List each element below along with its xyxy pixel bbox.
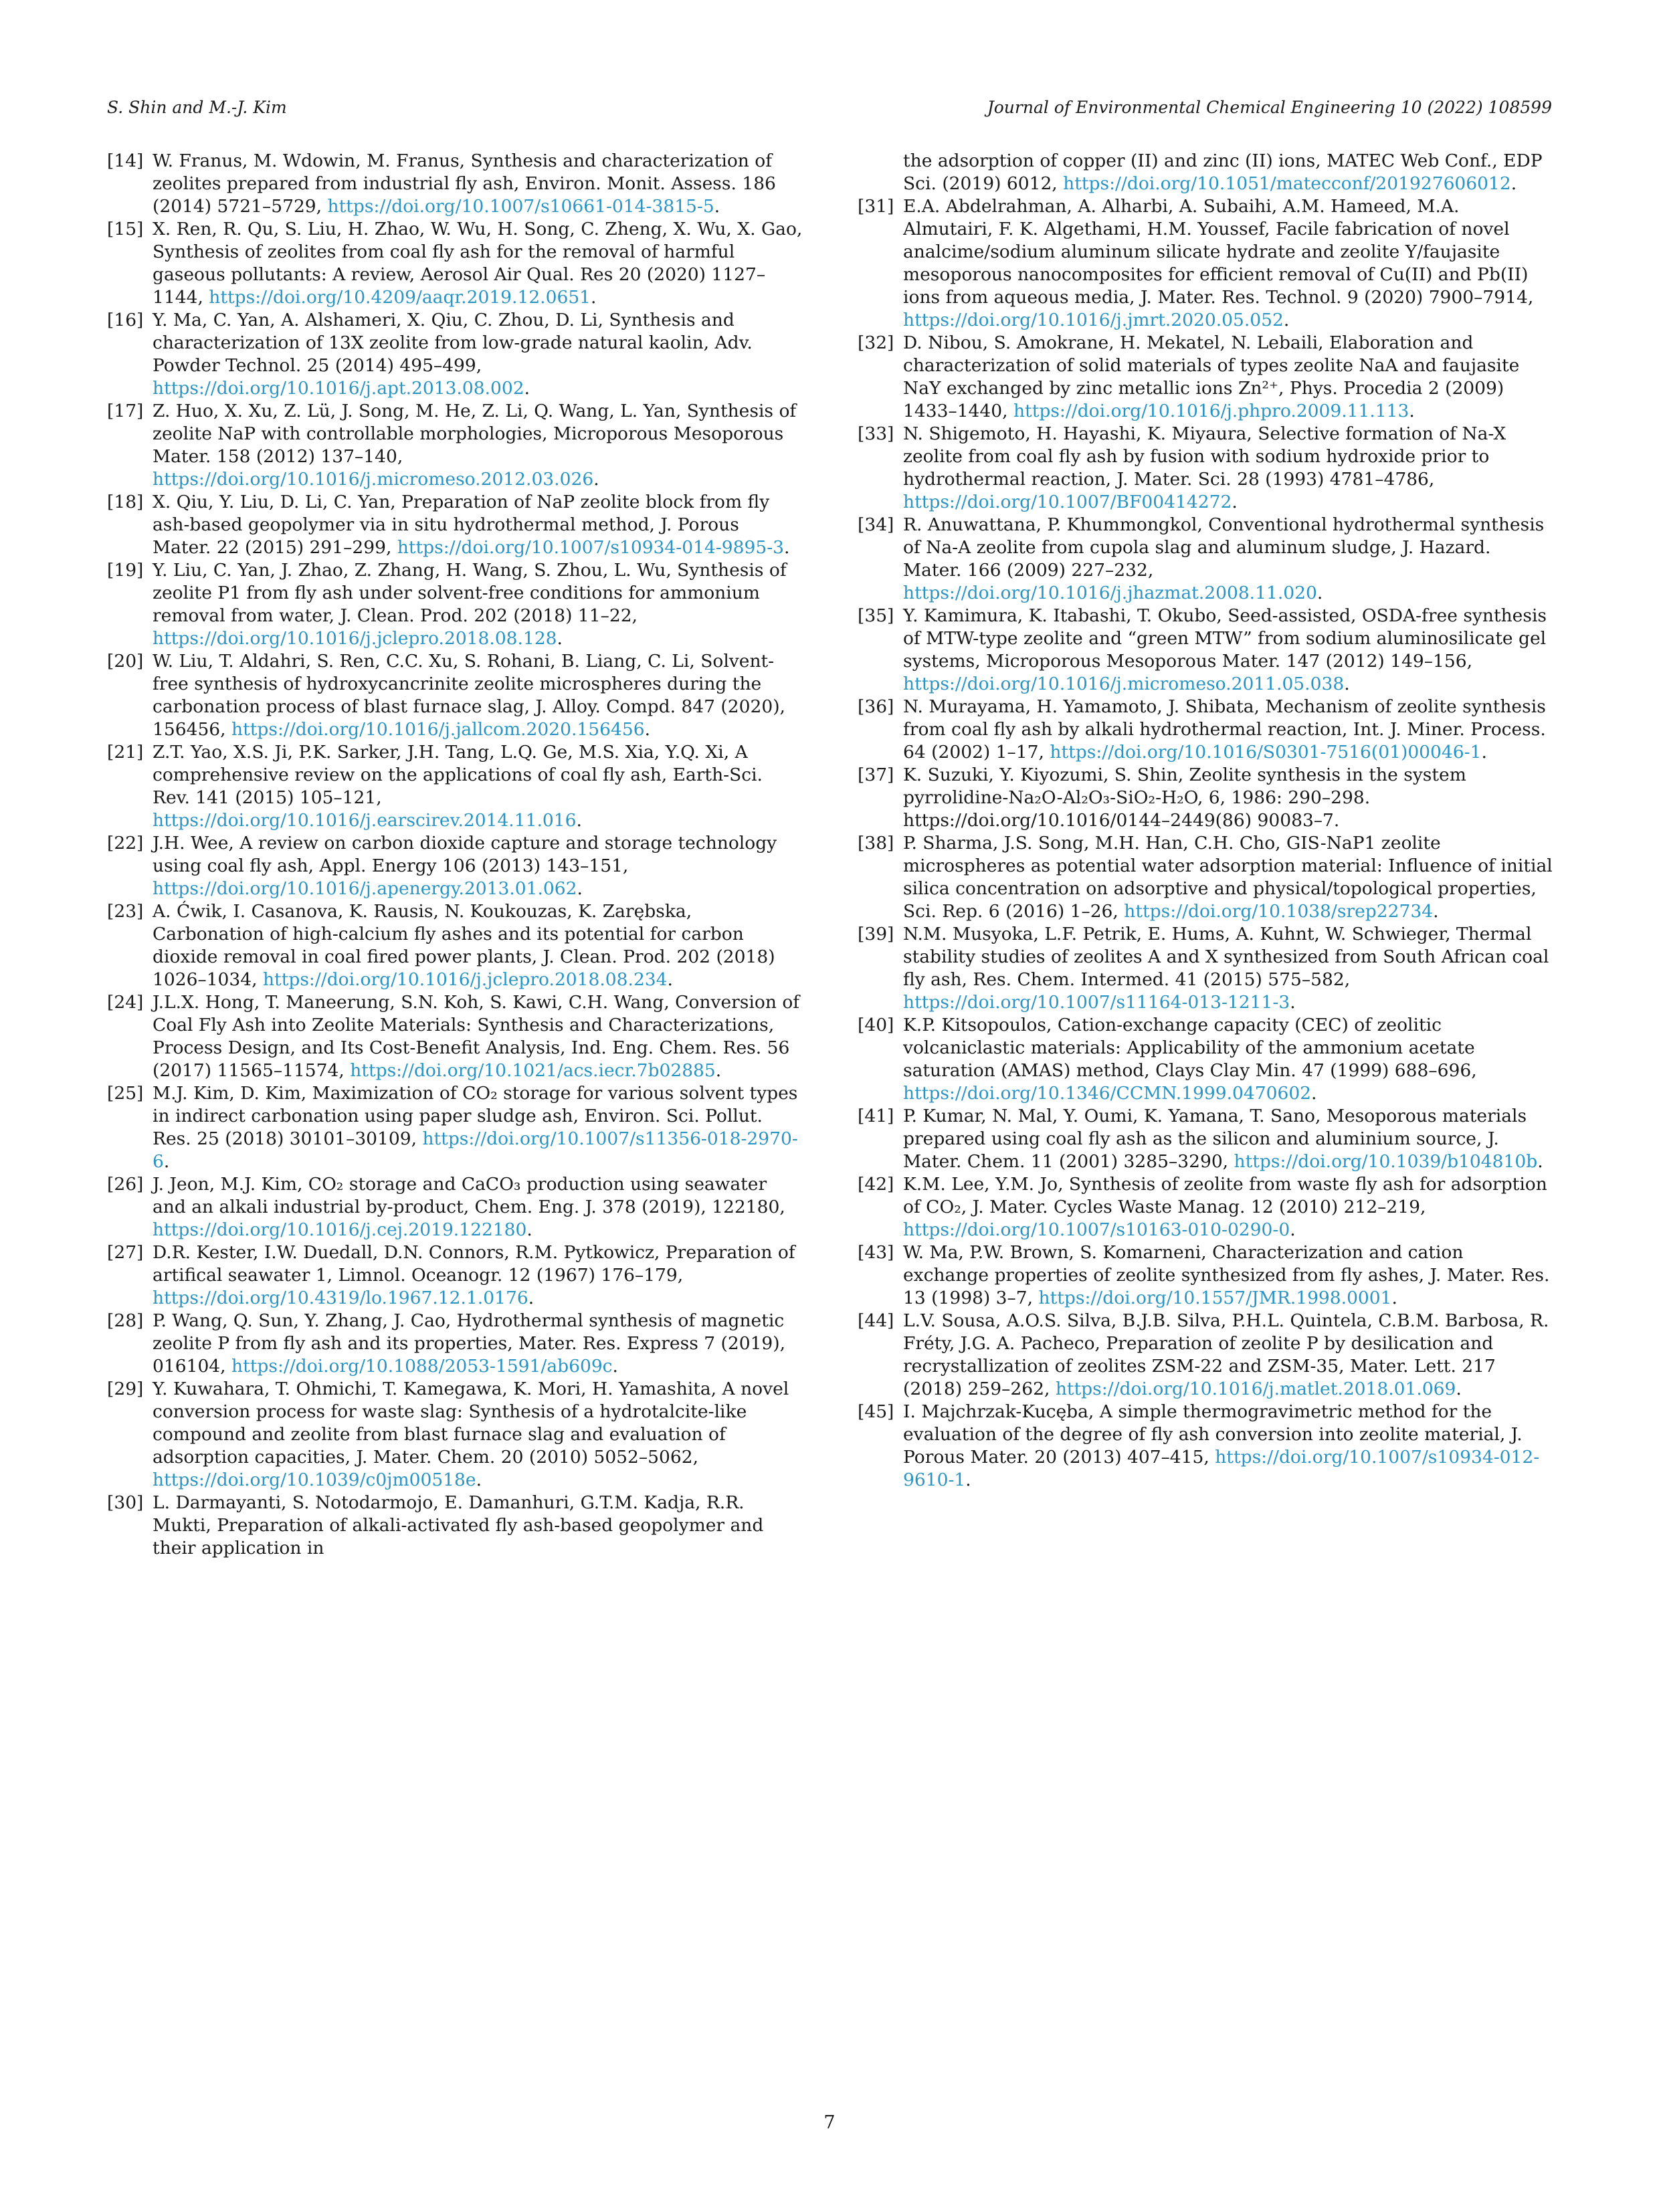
reference-item	[107, 1173, 803, 1241]
doi-link[interactable]: https://doi.org/10.1007/s10934-012-9610-1	[903, 1447, 1540, 1490]
reference-number: [42]	[858, 1174, 894, 1195]
page-number: 7	[823, 2112, 836, 2133]
reference-text: L.V. Sousa, A.O.S. Silva, B.J.B. Silva, P.H.L. Quintela, C.B.M. Barbosa, R. Fréty, J.G. A. Pacheco, Preparation of zeolite P by desilication and recrystallization of zeolites ZSM-22 and ZSM-35, Mater. Lett. 217 (2018) 259–262,	[903, 1310, 1549, 1399]
reference-text: R. Anuwattana, P. Khummongkol, Conventional hydrothermal synthesis of Na-A zeolite from cupola slag and aluminum sludge, J. Hazard. Mater. 166 (2009) 227–232,	[903, 514, 1545, 581]
reference-item	[107, 1241, 803, 1310]
reference-tail: .	[1311, 1083, 1317, 1104]
reference-text: N. Murayama, H. Yamamoto, J. Shibata, Mechanism of zeolite synthesis from coal fly ash by alkali hydrothermal reaction, Int. J. Miner. Process. 64 (2002) 1–17,	[903, 696, 1546, 763]
reference-number: [41]	[858, 1106, 894, 1126]
reference-item	[107, 1492, 803, 1560]
reference-text: the adsorption of copper (II) and zinc (II) ions, MATEC Web Conf., EDP Sci. (2019) 6012,	[903, 150, 1543, 194]
reference-number: [22]	[107, 833, 144, 853]
doi-link[interactable]: https://doi.org/10.1016/j.jclepro.2018.08.234	[262, 969, 668, 990]
reference-text: W. Franus, M. Wdowin, M. Franus, Synthesis and characterization of zeolites prepared from industrial fly ash, Environ. Monit. Assess. 186 (2014) 5721–5729,	[153, 150, 776, 217]
doi-link[interactable]: https://doi.org/10.1039/c0jm00518e	[153, 1470, 476, 1490]
reference-number: [23]	[107, 901, 144, 922]
reference-item	[107, 741, 803, 832]
reference-text: Y. Kuwahara, T. Ohmichi, T. Kamegawa, K. Mori, H. Yamashita, A novel conversion process for waste slag: Synthesis of a hydrotalcite-like compound and zeolite from blast furnace slag and evaluation of adsorption capacities, J. Mater. Chem. 20 (2010) 5052–5062,	[153, 1379, 789, 1468]
doi-link[interactable]: https://doi.org/10.1016/j.apt.2013.08.002	[153, 378, 524, 399]
references-right-column	[858, 150, 1553, 1492]
reference-text: N. Shigemoto, H. Hayashi, K. Miyaura, Selective formation of Na-X zeolite from coal fly ash by fusion with sodium hydroxide prior to hydrothermal reaction, J. Mater. Sci. 28 (1993) 4781–4786,	[903, 423, 1506, 490]
reference-number: [40]	[858, 1015, 894, 1035]
reference-number: [29]	[107, 1379, 144, 1399]
reference-number: [43]	[858, 1242, 894, 1263]
reference-item	[858, 1105, 1553, 1173]
reference-number: [35]	[858, 605, 894, 626]
reference-item	[858, 514, 1553, 605]
reference-item	[858, 1310, 1553, 1401]
reference-text: K. Suzuki, Y. Kiyozumi, S. Shin, Zeolite synthesis in the system pyrrolidine-Na₂O-Al₂O₃-SiO₂-H₂O, 6, 1986: 290–298. https://doi.org/10.1016/0144–2449(86) 90083–7.	[903, 765, 1466, 831]
reference-item	[107, 400, 803, 491]
doi-link[interactable]: https://doi.org/10.1039/b104810b	[1234, 1151, 1538, 1172]
reference-tail: .	[526, 1219, 532, 1240]
reference-tail: .	[1537, 1151, 1543, 1172]
doi-link[interactable]: https://doi.org/10.1007/s11356-018-2970-6	[153, 1128, 798, 1172]
reference-number: [25]	[107, 1083, 144, 1104]
reference-item	[858, 764, 1553, 832]
reference-text: Y. Kamimura, K. Itabashi, T. Okubo, Seed-assisted, OSDA-free synthesis of MTW-type zeolite and “green MTW” from sodium aluminosilicate gel systems, Microporous Mesoporous Mater. 147 (2012) 149–156,	[903, 605, 1547, 672]
reference-number: [37]	[858, 765, 894, 785]
reference-number: [39]	[858, 924, 894, 944]
reference-number: [28]	[107, 1310, 144, 1331]
reference-number: [26]	[107, 1174, 144, 1195]
header-authors: S. Shin and M.-J. Kim	[107, 98, 287, 117]
doi-link[interactable]: https://doi.org/10.4319/lo.1967.12.1.0176	[153, 1288, 528, 1308]
reference-number: [33]	[858, 423, 894, 444]
doi-link[interactable]: https://doi.org/10.1016/j.jclepro.2018.08.128	[153, 628, 557, 649]
reference-text: J.H. Wee, A review on carbon dioxide capture and storage technology using coal fly ash, Appl. Energy 106 (2013) 143–151,	[153, 833, 777, 876]
reference-item	[107, 218, 803, 309]
reference-item	[858, 332, 1553, 423]
reference-number: [17]	[107, 401, 144, 421]
reference-tail: .	[476, 1470, 482, 1490]
reference-tail: .	[715, 1060, 722, 1081]
reference-item	[858, 1241, 1553, 1310]
reference-tail: .	[1290, 1219, 1296, 1240]
reference-tail: .	[1316, 583, 1323, 603]
reference-text: J.L.X. Hong, T. Maneerung, S.N. Koh, S. Kawi, C.H. Wang, Conversion of Coal Fly Ash into Zeolite Materials: Synthesis and Characterizations, Process Design, and Its Cost-Benefit Analysis, Ind. Eng. Chem. Res. 56 (2017) 11565–11574,	[153, 992, 800, 1081]
doi-link[interactable]: https://doi.org/10.1016/j.matlet.2018.01.069	[1055, 1379, 1456, 1399]
reference-item	[858, 605, 1553, 696]
reference-tail: .	[965, 1470, 971, 1490]
reference-tail: .	[1481, 742, 1487, 763]
reference-number: [36]	[858, 696, 894, 717]
reference-item	[107, 309, 803, 400]
reference-number: [45]	[858, 1401, 894, 1422]
reference-text: L. Darmayanti, S. Notodarmojo, E. Damanhuri, G.T.M. Kadja, R.R. Mukti, Preparation of alkali-activated fly ash-based geopolymer and their application in	[153, 1492, 764, 1559]
reference-number: [14]	[107, 150, 144, 171]
reference-text: K.M. Lee, Y.M. Jo, Synthesis of zeolite from waste fly ash for adsorption of CO₂, J. Mater. Cycles Waste Manag. 12 (2010) 212–219,	[903, 1174, 1547, 1217]
reference-item	[858, 923, 1553, 1014]
reference-text: W. Liu, T. Aldahri, S. Ren, C.C. Xu, S. Rohani, B. Liang, C. Li, Solvent-free synthesis of hydroxycancrinite zeolite microspheres during the carbonation process of blast furnace slag, J. Alloy. Compd. 847 (2020), 156456,	[153, 651, 785, 740]
reference-tail: .	[644, 719, 650, 740]
reference-item	[858, 1173, 1553, 1241]
reference-tail: .	[1456, 1379, 1462, 1399]
reference-text: J. Jeon, M.J. Kim, CO₂ storage and CaCO₃ production using seawater and an alkali industrial by-product, Chem. Eng. J. 378 (2019), 122180,	[153, 1174, 785, 1217]
reference-item	[107, 491, 803, 559]
reference-item	[858, 1401, 1553, 1492]
reference-text: Z.T. Yao, X.S. Ji, P.K. Sarker, J.H. Tang, L.Q. Ge, M.S. Xia, Y.Q. Xi, A comprehensive review on the applications of coal fly ash, Earth-Sci. Rev. 141 (2015) 105–121,	[153, 742, 763, 808]
reference-number: [38]	[858, 833, 894, 853]
reference-item	[858, 423, 1553, 514]
reference-text: Z. Huo, X. Xu, Z. Lü, J. Song, M. He, Z. Li, Q. Wang, L. Yan, Synthesis of zeolite NaP with controllable morphologies, Microporous Mesoporous Mater. 158 (2012) 137–140,	[153, 401, 797, 467]
reference-text: X. Ren, R. Qu, S. Liu, H. Zhao, W. Wu, H. Song, C. Zheng, X. Wu, X. Gao, Synthesis of zeolites from coal fly ash for the removal of harmful gaseous pollutants: A review, Aerosol Air Qual. Res 20 (2020) 1127–1144,	[153, 219, 803, 308]
reference-text: A. Ćwik, I. Casanova, K. Rausis, N. Koukouzas, K. Zarębska, Carbonation of high-calcium fly ashes and its potential for carbon dioxide removal in coal fired power plants, J. Clean. Prod. 202 (2018) 1026–1034,	[153, 901, 775, 990]
reference-tail: .	[612, 1356, 618, 1377]
reference-tail: .	[524, 378, 530, 399]
reference-number: [31]	[858, 196, 894, 217]
reference-number: [27]	[107, 1242, 144, 1263]
doi-link[interactable]: https://doi.org/10.4209/aaqr.2019.12.0651	[209, 287, 591, 308]
reference-tail: .	[1290, 992, 1296, 1013]
reference-text: I. Majchrzak-Kucęba, A simple thermogravimetric method for the evaluation of the degree of fly ash conversion into zeolite material, J. Porous Mater. 20 (2013) 407–415,	[903, 1401, 1523, 1468]
reference-tail: .	[714, 196, 720, 217]
running-header	[107, 98, 1552, 124]
reference-number: [30]	[107, 1492, 144, 1513]
reference-tail: .	[163, 1151, 170, 1172]
reference-text: Y. Liu, C. Yan, J. Zhao, Z. Zhang, H. Wang, S. Zhou, L. Wu, Synthesis of zeolite P1 from fly ash under solvent-free conditions for ammonium removal from water, J. Clean. Prod. 202 (2018) 11–22,	[153, 560, 787, 626]
reference-item	[107, 900, 803, 991]
doi-link[interactable]: https://doi.org/10.1016/j.micromeso.2011.05.038	[903, 674, 1345, 694]
reference-tail: .	[576, 810, 582, 831]
doi-link[interactable]: https://doi.org/10.1016/j.phpro.2009.11.113	[1013, 401, 1409, 421]
doi-link[interactable]: https://doi.org/10.1007/s10163-010-0290-0	[903, 1219, 1290, 1240]
reference-number: [32]	[858, 332, 894, 353]
doi-link[interactable]: https://doi.org/10.1016/j.jallcom.2020.156456	[231, 719, 645, 740]
reference-text: D. Nibou, S. Amokrane, H. Mekatel, N. Lebaili, Elaboration and characterization of solid materials of types zeolite NaA and faujasite NaY exchanged by zinc metallic ions Zn²⁺, Phys. Procedia 2 (2009) 1433–1440,	[903, 332, 1520, 421]
reference-number: [20]	[107, 651, 144, 672]
reference-text: P. Wang, Q. Sun, Y. Zhang, J. Cao, Hydrothermal synthesis of magnetic zeolite P from fly ash and its properties, Mater. Res. Express 7 (2019), 016104,	[153, 1310, 786, 1377]
reference-tail: .	[593, 469, 599, 490]
doi-link[interactable]: https://doi.org/10.1016/j.earscirev.2014.11.016	[153, 810, 577, 831]
doi-link[interactable]: https://doi.org/10.1007/s10934-014-9895-3	[397, 537, 785, 558]
doi-link[interactable]: https://doi.org/10.1016/S0301-7516(01)00046-1	[1050, 742, 1482, 763]
doi-link[interactable]: https://doi.org/10.1557/JMR.1998.0001	[1038, 1288, 1392, 1308]
reference-item	[107, 559, 803, 650]
reference-tail: .	[1391, 1288, 1397, 1308]
reference-item	[107, 832, 803, 900]
reference-tail: .	[784, 537, 790, 558]
reference-item	[107, 650, 803, 741]
doi-link[interactable]: https://doi.org/10.1346/CCMN.1999.0470602	[903, 1083, 1312, 1104]
reference-text: K.P. Kitsopoulos, Cation-exchange capacity (CEC) of zeolitic volcaniclastic materials: Applicability of the ammonium acetate saturation (AMAS) method, Clays Clay Min. 47 (1999) 688–696,	[903, 1015, 1477, 1081]
reference-continuation	[858, 150, 1553, 195]
reference-item	[107, 150, 803, 218]
reference-text: P. Sharma, J.S. Song, M.H. Han, C.H. Cho, GIS-NaP1 zeolite microspheres as potential water adsorption material: Influence of initial silica concentration on adsorptive and physical/topological properties, Sci. Rep. 6 (2016) 1–26,	[903, 833, 1553, 922]
doi-link[interactable]: https://doi.org/10.1016/j.apenergy.2013.01.062	[153, 878, 577, 899]
reference-text: P. Kumar, N. Mal, Y. Oumi, K. Yamana, T. Sano, Mesoporous materials prepared using coal fly ash as the silicon and aluminium source, J. Mater. Chem. 11 (2001) 3285–3290,	[903, 1106, 1527, 1172]
reference-tail: .	[577, 878, 583, 899]
reference-tail: .	[528, 1288, 534, 1308]
reference-item	[107, 991, 803, 1082]
reference-item	[107, 1082, 803, 1173]
reference-number: [24]	[107, 992, 144, 1013]
doi-link[interactable]: https://doi.org/10.1007/BF00414272	[903, 492, 1232, 512]
header-journal: Journal of Environmental Chemical Engineering 10 (2022) 108599	[987, 98, 1552, 117]
reference-text: D.R. Kester, I.W. Duedall, D.N. Connors, R.M. Pytkowicz, Preparation of artifical seawater 1, Limnol. Oceanogr. 12 (1967) 176–179,	[153, 1242, 795, 1286]
reference-tail: .	[667, 969, 673, 990]
doi-link[interactable]: https://doi.org/10.1016/j.jmrt.2020.05.052	[903, 310, 1284, 330]
reference-tail: .	[1510, 173, 1517, 194]
reference-tail: .	[557, 628, 563, 649]
doi-link[interactable]: https://doi.org/10.1016/j.jhazmat.2008.11.020	[903, 583, 1317, 603]
doi-link[interactable]: https://doi.org/10.1016/j.micromeso.2012.03.026	[153, 469, 594, 490]
reference-text: X. Qiu, Y. Liu, D. Li, C. Yan, Preparation of NaP zeolite block from fly ash-based geopolymer via in situ hydrothermal method, J. Porous Mater. 22 (2015) 291–299,	[153, 492, 770, 558]
reference-text: W. Ma, P.W. Brown, S. Komarneni, Characterization and cation exchange properties of zeolite synthesized from fly ashes, J. Mater. Res. 13 (1998) 3–7,	[903, 1242, 1550, 1308]
reference-item	[858, 1014, 1553, 1105]
doi-link[interactable]: https://doi.org/10.1007/s10661-014-3815-5	[327, 196, 714, 217]
reference-tail: .	[1433, 901, 1439, 922]
reference-item	[858, 195, 1553, 332]
reference-tail: .	[591, 287, 597, 308]
reference-number: [16]	[107, 310, 144, 330]
reference-number: [44]	[858, 1310, 894, 1331]
reference-number: [15]	[107, 219, 144, 239]
doi-link[interactable]: https://doi.org/10.1007/s11164-013-1211-3	[903, 992, 1290, 1013]
reference-text: E.A. Abdelrahman, A. Alharbi, A. Subaihi, A.M. Hameed, M.A. Almutairi, F. K. Algethami, H.M. Youssef, Facile fabrication of novel analcime/sodium aluminum silicate hydrate and zeolite Y/faujasite mesoporous nanocomposites for efficient removal of Cu(II) and Pb(II) ions from aqueous media, J. Mater. Res. Technol. 9 (2020) 7900–7914,	[903, 196, 1534, 308]
reference-item	[107, 1310, 803, 1378]
reference-number: [21]	[107, 742, 144, 763]
reference-text: N.M. Musyoka, L.F. Petrik, E. Hums, A. Kuhnt, W. Schwieger, Thermal stability studies of zeolites A and X synthesized from South African coal fly ash, Res. Chem. Intermed. 41 (2015) 575–582,	[903, 924, 1549, 990]
reference-tail: .	[1409, 401, 1415, 421]
doi-link[interactable]: https://doi.org/10.1016/j.cej.2019.122180	[153, 1219, 527, 1240]
reference-tail: .	[1344, 674, 1350, 694]
reference-number: [19]	[107, 560, 144, 581]
reference-number: [34]	[858, 514, 894, 535]
doi-link[interactable]: https://doi.org/10.1051/matecconf/201927606012	[1063, 173, 1511, 194]
references-left-column	[107, 150, 803, 1560]
doi-link[interactable]: https://doi.org/10.1038/srep22734	[1124, 901, 1434, 922]
reference-number: [18]	[107, 492, 144, 512]
reference-tail: .	[1232, 492, 1238, 512]
reference-text: M.J. Kim, D. Kim, Maximization of CO₂ storage for various solvent types in indirect carbonation using paper sludge ash, Environ. Sci. Pollut. Res. 25 (2018) 30101–30109,	[153, 1083, 798, 1149]
doi-link[interactable]: https://doi.org/10.1021/acs.iecr.7b02885	[350, 1060, 716, 1081]
reference-item	[107, 1378, 803, 1492]
doi-link[interactable]: https://doi.org/10.1088/2053-1591/ab609c	[231, 1356, 613, 1377]
reference-item	[858, 832, 1553, 923]
reference-text: Y. Ma, C. Yan, A. Alshameri, X. Qiu, C. Zhou, D. Li, Synthesis and characterization of 13X zeolite from low-grade natural kaolin, Adv. Powder Technol. 25 (2014) 495–499,	[153, 310, 753, 376]
reference-tail: .	[1283, 310, 1290, 330]
reference-item	[858, 696, 1553, 764]
